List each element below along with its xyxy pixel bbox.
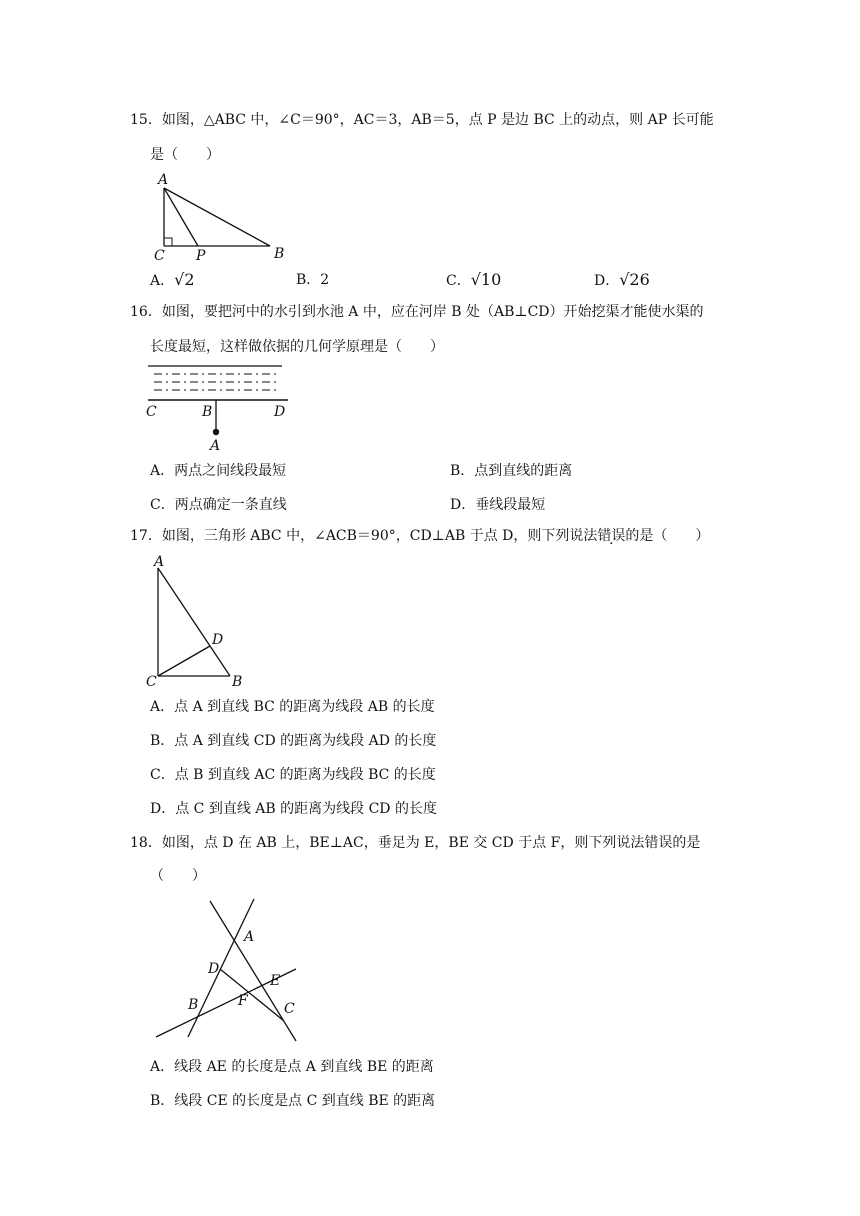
q15-stem-line1: 15．如图，△ABC 中，∠C＝90°，AC＝3，AB＝5，点 P 是边 BC 上的动点，则 AP 长可能	[130, 112, 714, 128]
q16-option-b[interactable]	[450, 461, 572, 481]
q18-label-c: C	[284, 1001, 295, 1017]
q18-label-d: D	[208, 961, 220, 977]
q18-option-b-text: 线段 CE 的长度是点 C 到直线 BE 的距离	[174, 1093, 436, 1109]
q16-label-a: A	[210, 438, 221, 454]
q16-option-d-letter: D．	[450, 497, 476, 513]
q16-option-d-text: 垂线段最短	[475, 497, 546, 513]
q16-option-c-letter: C．	[150, 497, 175, 513]
q16-option-a-letter: A．	[150, 463, 175, 479]
q15-option-b[interactable]	[296, 270, 329, 290]
q17-option-d[interactable]	[150, 799, 437, 819]
q17-option-b[interactable]	[150, 731, 436, 751]
q17-stem-part1: 17．如图，三角形 ABC 中，∠ACB＝90°，CD⊥AB 于点 D，则下列说法	[130, 528, 598, 544]
q18-option-a-letter: A．	[150, 1059, 175, 1075]
q18-option-b[interactable]	[150, 1091, 435, 1111]
q18-label-a: A	[244, 929, 255, 945]
q17-option-c-letter: C．	[150, 767, 175, 783]
q15-option-a[interactable]	[150, 270, 195, 291]
q17-stem-line1	[130, 526, 709, 546]
q15-option-b-text: 2	[320, 272, 330, 288]
q15-option-c-text: √10	[470, 270, 502, 289]
q15-option-a-text: √2	[174, 270, 195, 289]
q17-option-d-letter: D．	[150, 801, 176, 817]
q17-label-c: C	[146, 674, 157, 690]
q17-option-a-letter: A．	[150, 699, 175, 715]
q17-label-d: D	[212, 632, 224, 648]
q18-label-b: B	[188, 997, 199, 1013]
q18-stem-line2: （ ）	[150, 868, 206, 884]
q16-option-c[interactable]	[150, 495, 287, 515]
q17-option-c[interactable]	[150, 765, 436, 785]
q16-river-figure	[140, 362, 300, 454]
q17-option-a-text: 点 A 到直线 BC 的距离为线段 AB 的长度	[174, 699, 435, 715]
q16-option-c-text: 两点确定一条直线	[174, 497, 287, 513]
q17-option-d-text: 点 C 到直线 AB 的距离为线段 CD 的长度	[175, 801, 437, 817]
q16-option-b-letter: B．	[450, 463, 475, 479]
q17-option-c-text: 点 B 到直线 AC 的距离为线段 BC 的长度	[174, 767, 436, 783]
q16-stem-line2: 长度最短，这样做依据的几何学原理是（ ）	[150, 339, 444, 355]
q16-stem-line1: 16．如图，要把河中的水引到水池 A 中，应在河岸 B 处（AB⊥CD）开始挖渠才能使水渠的	[130, 304, 704, 320]
q18-figure	[150, 895, 310, 1045]
q15-label-p: P	[196, 248, 206, 262]
q18-stem-line1: 18．如图，点 D 在 AB 上，BE⊥AC，垂足为 E，BE 交 CD 于点 F，则下列说法错误的是	[130, 835, 701, 851]
q17-option-b-letter: B．	[150, 733, 175, 749]
q15-option-c-letter: C．	[446, 273, 471, 289]
q15-triangle-figure	[140, 170, 300, 262]
q15-label-b: B	[274, 246, 285, 262]
q15-label-a: A	[158, 172, 169, 188]
q16-option-a[interactable]	[150, 461, 286, 481]
q17-triangle-figure	[140, 552, 260, 690]
q15-stem-line2: 是（ ）	[150, 147, 220, 163]
q17-label-a: A	[154, 554, 165, 570]
q18-option-a[interactable]	[150, 1057, 434, 1077]
q17-option-b-text: 点 A 到直线 CD 的距离为线段 AD 的长度	[174, 733, 437, 749]
q15-option-a-letter: A．	[150, 273, 175, 289]
q18-option-b-letter: B．	[150, 1093, 175, 1109]
q15-option-c[interactable]	[446, 270, 501, 291]
q16-option-b-text: 点到直线的距离	[474, 463, 573, 479]
q17-label-b: B	[232, 674, 243, 690]
q18-label-f: F	[238, 993, 248, 1009]
q16-option-a-text: 两点之间线段最短	[174, 463, 287, 479]
q15-option-d-text: √26	[619, 270, 650, 289]
q18-option-a-text: 线段 AE 的长度是点 A 到直线 BE 的距离	[174, 1059, 434, 1075]
q15-option-d[interactable]	[594, 270, 650, 291]
q16-label-c: C	[146, 404, 157, 420]
q15-option-d-letter: D．	[594, 273, 620, 289]
q15-label-c: C	[154, 248, 165, 262]
q18-label-e: E	[270, 973, 281, 989]
q16-label-d: D	[274, 404, 286, 420]
q17-stem-emphasis: 错误	[597, 528, 626, 544]
q17-stem-part2: 的是（ ）	[625, 528, 710, 544]
q15-option-b-letter: B．	[296, 272, 321, 288]
q17-option-a[interactable]	[150, 697, 435, 717]
q16-label-b: B	[202, 404, 213, 420]
q16-option-d[interactable]	[450, 495, 545, 515]
